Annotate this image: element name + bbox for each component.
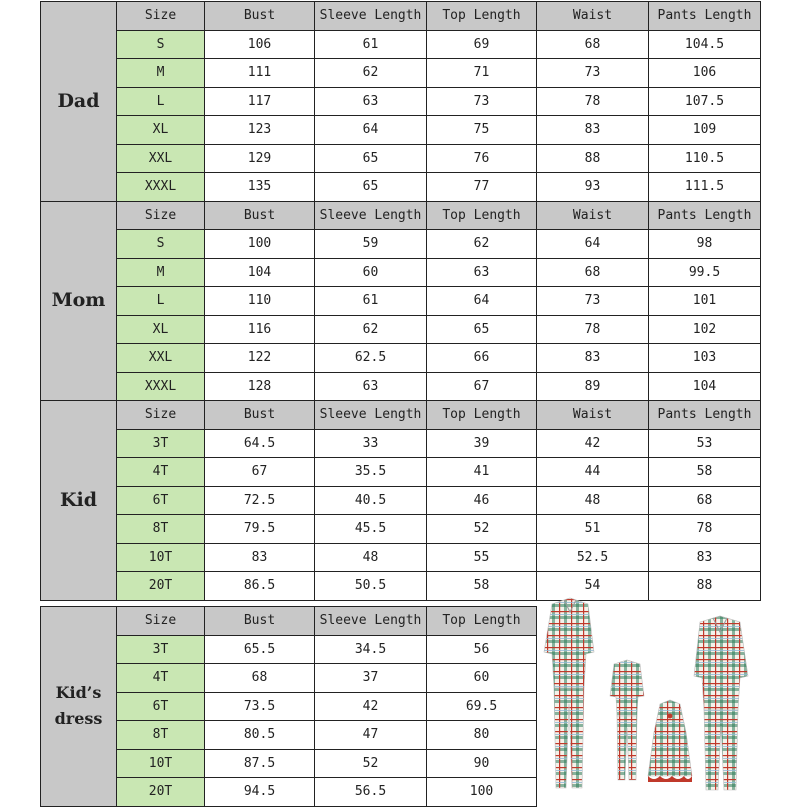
measure-cell: 39	[427, 429, 537, 458]
measure-cell: 90	[427, 749, 537, 778]
measure-cell: 35.5	[315, 458, 427, 487]
table-row	[41, 144, 761, 173]
table-row	[41, 543, 761, 572]
measure-cell: 129	[205, 144, 315, 173]
measure-cell: 65.5	[205, 635, 315, 664]
size-cell: XXL	[117, 344, 205, 373]
size-cell: S	[117, 30, 205, 59]
group-label: Dad	[41, 2, 117, 202]
measure-cell: 75	[427, 116, 537, 145]
measure-cell: 100	[427, 778, 537, 807]
measure-cell: 104.5	[649, 30, 761, 59]
measure-cell: 77	[427, 173, 537, 202]
measure-cell: 110.5	[649, 144, 761, 173]
measure-cell: 101	[649, 287, 761, 316]
measure-cell: 79.5	[205, 515, 315, 544]
table-row	[41, 116, 761, 145]
measure-cell: 89	[537, 372, 649, 401]
measure-cell: 61	[315, 287, 427, 316]
header-row	[41, 607, 537, 636]
measure-cell: 88	[649, 572, 761, 601]
measure-cell: 106	[205, 30, 315, 59]
measure-cell: 68	[205, 664, 315, 693]
measure-cell: 109	[649, 116, 761, 145]
measure-cell: 87.5	[205, 749, 315, 778]
table-row	[41, 515, 761, 544]
measure-cell: 122	[205, 344, 315, 373]
column-header: Waist	[537, 401, 649, 430]
measure-cell: 62	[315, 59, 427, 88]
column-header: Size	[117, 201, 205, 230]
measure-cell: 40.5	[315, 486, 427, 515]
size-cell: 20T	[117, 778, 205, 807]
size-cell: XL	[117, 315, 205, 344]
measure-cell: 104	[649, 372, 761, 401]
size-cell: 6T	[117, 486, 205, 515]
measure-cell: 51	[537, 515, 649, 544]
measure-cell: 50.5	[315, 572, 427, 601]
table-row	[41, 173, 761, 202]
measure-cell: 60	[427, 664, 537, 693]
size-cell: M	[117, 59, 205, 88]
measure-cell: 111.5	[649, 173, 761, 202]
measure-cell: 41	[427, 458, 537, 487]
measure-cell: 56	[427, 635, 537, 664]
column-header: Size	[117, 401, 205, 430]
measure-cell: 52.5	[537, 543, 649, 572]
size-cell: 6T	[117, 692, 205, 721]
measure-cell: 107.5	[649, 87, 761, 116]
measure-cell: 56.5	[315, 778, 427, 807]
column-header: Pants Length	[649, 2, 761, 31]
measure-cell: 88	[537, 144, 649, 173]
measure-cell: 63	[315, 87, 427, 116]
measure-cell: 78	[537, 87, 649, 116]
size-cell: 4T	[117, 664, 205, 693]
size-cell: 8T	[117, 721, 205, 750]
measure-cell: 86.5	[205, 572, 315, 601]
column-header: Top Length	[427, 607, 537, 636]
size-cell: XXL	[117, 144, 205, 173]
measure-cell: 48	[537, 486, 649, 515]
measure-cell: 64	[315, 116, 427, 145]
group-label: Mom	[41, 201, 117, 401]
column-header: Sleeve Length	[315, 401, 427, 430]
column-header: Bust	[205, 2, 315, 31]
measure-cell: 99.5	[649, 258, 761, 287]
column-header: Size	[117, 607, 205, 636]
measure-cell: 45.5	[315, 515, 427, 544]
measure-cell: 58	[649, 458, 761, 487]
measure-cell: 65	[427, 315, 537, 344]
measure-cell: 53	[649, 429, 761, 458]
size-cell: 10T	[117, 543, 205, 572]
table-row	[41, 258, 761, 287]
measure-cell: 80	[427, 721, 537, 750]
measure-cell: 116	[205, 315, 315, 344]
size-cell: L	[117, 287, 205, 316]
measure-cell: 83	[649, 543, 761, 572]
measure-cell: 68	[537, 258, 649, 287]
measure-cell: 63	[427, 258, 537, 287]
header-row	[41, 401, 761, 430]
column-header: Bust	[205, 607, 315, 636]
measure-cell: 102	[649, 315, 761, 344]
measure-cell: 123	[205, 116, 315, 145]
size-cell: XL	[117, 116, 205, 145]
column-header: Sleeve Length	[315, 201, 427, 230]
measure-cell: 62.5	[315, 344, 427, 373]
measure-cell: 54	[537, 572, 649, 601]
measure-cell: 68	[537, 30, 649, 59]
measure-cell: 64.5	[205, 429, 315, 458]
measure-cell: 60	[315, 258, 427, 287]
column-header: Waist	[537, 201, 649, 230]
measure-cell: 58	[427, 572, 537, 601]
column-header: Sleeve Length	[315, 2, 427, 31]
column-header: Sleeve Length	[315, 607, 427, 636]
girl-dress-figure	[648, 700, 692, 782]
group-label: Kid	[41, 401, 117, 601]
measure-cell: 46	[427, 486, 537, 515]
adult-figure-right	[694, 616, 748, 790]
measure-cell: 69	[427, 30, 537, 59]
size-cell: XXXL	[117, 372, 205, 401]
table-row	[41, 59, 761, 88]
size-cell: S	[117, 230, 205, 259]
measure-cell: 42	[537, 429, 649, 458]
measure-cell: 65	[315, 144, 427, 173]
table-row	[41, 458, 761, 487]
measure-cell: 65	[315, 173, 427, 202]
adult-figure-left	[544, 598, 594, 788]
table-row	[41, 287, 761, 316]
measure-cell: 111	[205, 59, 315, 88]
measure-cell: 59	[315, 230, 427, 259]
measure-cell: 37	[315, 664, 427, 693]
table-row	[41, 315, 761, 344]
measure-cell: 83	[205, 543, 315, 572]
table-row	[41, 344, 761, 373]
measure-cell: 62	[427, 230, 537, 259]
column-header: Pants Length	[649, 201, 761, 230]
column-header: Size	[117, 2, 205, 31]
measure-cell: 33	[315, 429, 427, 458]
measure-cell: 106	[649, 59, 761, 88]
column-header: Bust	[205, 401, 315, 430]
measure-cell: 48	[315, 543, 427, 572]
table-row	[41, 230, 761, 259]
size-cell: L	[117, 87, 205, 116]
size-cell: XXXL	[117, 173, 205, 202]
measure-cell: 47	[315, 721, 427, 750]
size-cell: 3T	[117, 429, 205, 458]
column-header: Top Length	[427, 201, 537, 230]
measure-cell: 110	[205, 287, 315, 316]
kid-figure	[610, 660, 644, 780]
measure-cell: 104	[205, 258, 315, 287]
column-header: Top Length	[427, 401, 537, 430]
group-label-line: dress	[54, 709, 103, 729]
table-row	[41, 30, 761, 59]
measure-cell: 68	[649, 486, 761, 515]
measure-cell: 83	[537, 344, 649, 373]
measure-cell: 44	[537, 458, 649, 487]
measure-cell: 135	[205, 173, 315, 202]
measure-cell: 42	[315, 692, 427, 721]
measure-cell: 55	[427, 543, 537, 572]
measure-cell: 52	[427, 515, 537, 544]
measure-cell: 128	[205, 372, 315, 401]
measure-cell: 103	[649, 344, 761, 373]
measure-cell: 100	[205, 230, 315, 259]
measure-cell: 83	[537, 116, 649, 145]
size-cell: 4T	[117, 458, 205, 487]
measure-cell: 61	[315, 30, 427, 59]
measure-cell: 64	[537, 230, 649, 259]
header-row	[41, 2, 761, 31]
table-row	[41, 372, 761, 401]
size-cell: 3T	[117, 635, 205, 664]
measure-cell: 67	[427, 372, 537, 401]
measure-cell: 98	[649, 230, 761, 259]
measure-cell: 67	[205, 458, 315, 487]
size-cell: 20T	[117, 572, 205, 601]
group-label	[41, 607, 117, 807]
column-header: Waist	[537, 2, 649, 31]
measure-cell: 71	[427, 59, 537, 88]
table-row	[41, 87, 761, 116]
family-pajamas-photo	[540, 592, 762, 796]
size-chart-table	[40, 1, 761, 601]
column-header: Top Length	[427, 2, 537, 31]
size-cell: M	[117, 258, 205, 287]
measure-cell: 93	[537, 173, 649, 202]
column-header: Bust	[205, 201, 315, 230]
measure-cell: 73	[427, 87, 537, 116]
measure-cell: 78	[649, 515, 761, 544]
measure-cell: 69.5	[427, 692, 537, 721]
measure-cell: 73	[537, 59, 649, 88]
measure-cell: 34.5	[315, 635, 427, 664]
measure-cell: 117	[205, 87, 315, 116]
measure-cell: 94.5	[205, 778, 315, 807]
column-header: Pants Length	[649, 401, 761, 430]
measure-cell: 80.5	[205, 721, 315, 750]
table-row	[41, 486, 761, 515]
measure-cell: 62	[315, 315, 427, 344]
measure-cell: 52	[315, 749, 427, 778]
size-cell: 10T	[117, 749, 205, 778]
header-row	[41, 201, 761, 230]
table-row	[41, 429, 761, 458]
measure-cell: 78	[537, 315, 649, 344]
measure-cell: 72.5	[205, 486, 315, 515]
size-cell: 8T	[117, 515, 205, 544]
measure-cell: 73.5	[205, 692, 315, 721]
measure-cell: 76	[427, 144, 537, 173]
measure-cell: 64	[427, 287, 537, 316]
measure-cell: 66	[427, 344, 537, 373]
measure-cell: 73	[537, 287, 649, 316]
group-label-line: Kid’s	[55, 683, 102, 703]
measure-cell: 63	[315, 372, 427, 401]
kids-dress-size-table	[40, 606, 537, 807]
